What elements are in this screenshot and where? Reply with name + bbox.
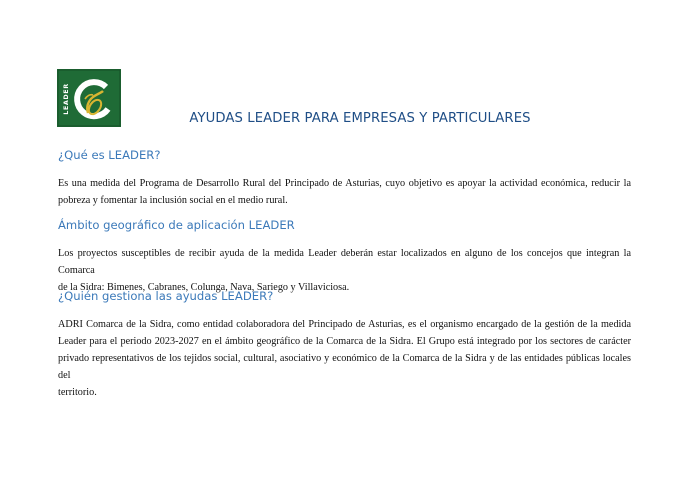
logo-text: LEADER <box>62 83 70 115</box>
paragraph-line: privado representativos de los tejidos social, cultural, asociativo y económico de la Comarca de la Sidra y de las entidades públicas locales del <box>58 353 631 381</box>
section-paragraph-que-es <box>58 175 631 209</box>
paragraph-line: Es una medida del Programa de Desarrollo Rural del Principado de Asturias, cuyo objetivo es apoyar la actividad económica, reducir la <box>58 178 631 189</box>
section-heading-quien-gestiona: ¿Quién gestiona las ayudas LEADER? <box>58 289 274 303</box>
page-title: AYUDAS LEADER PARA EMPRESAS Y PARTICULARES <box>189 111 531 126</box>
paragraph-line: territorio. <box>58 387 97 398</box>
section-heading-ambito: Ámbito geográfico de aplicación LEADER <box>58 218 295 232</box>
paragraph-line: Los proyectos susceptibles de recibir ayuda de la medida Leader deberán estar localizados en alguno de los concejos que integran la Comarca <box>58 248 631 276</box>
paragraph-line: pobreza y fomentar la inclusión social en el medio rural. <box>58 195 288 206</box>
section-paragraph-quien-gestiona <box>58 316 631 401</box>
paragraph-line: de la Sidra: Bimenes, Cabranes, Colunga, Nava, Sariego y Villaviciosa. <box>58 282 350 293</box>
section-heading-que-es: ¿Qué es LEADER? <box>58 148 161 162</box>
paragraph-line: ADRI Comarca de la Sidra, como entidad colaboradora del Principado de Asturias, es el organismo encargado de la gestión de la medida <box>58 319 631 330</box>
paragraph-line: Leader para el periodo 2023-2027 en el ámbito geográfico de la Comarca de la Sidra. El Grupo está integrado por los sectores de carácter <box>58 336 631 347</box>
